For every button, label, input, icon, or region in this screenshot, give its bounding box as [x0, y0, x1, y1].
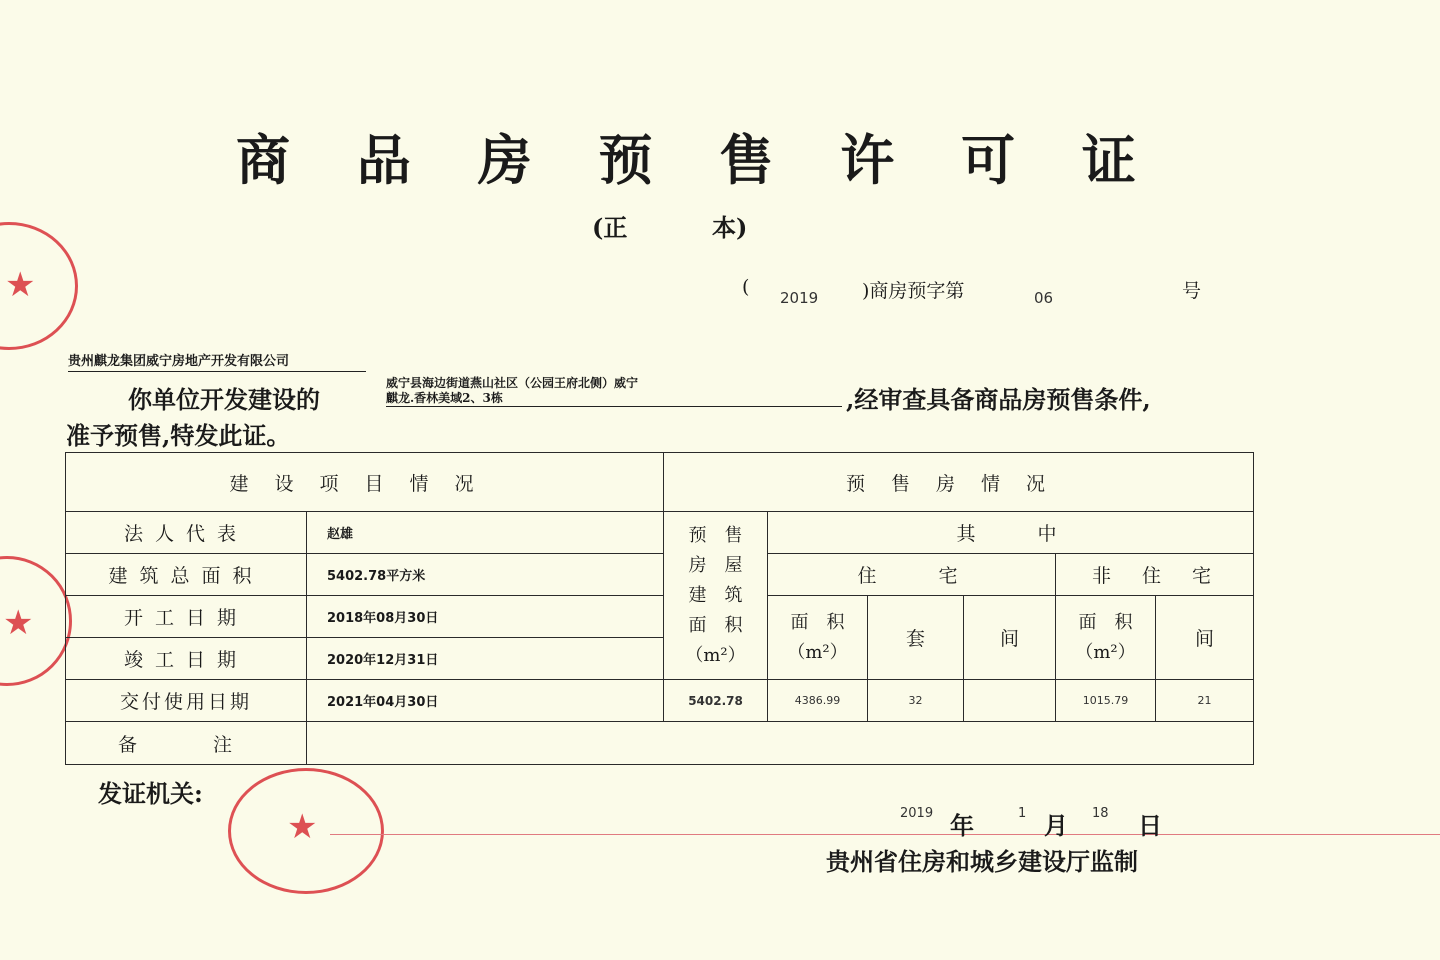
- among-label: 其 中: [768, 512, 1254, 554]
- delivery-date-label: 交付使用日期: [66, 680, 307, 722]
- title-char: 证: [1081, 128, 1136, 192]
- document-title: [236, 118, 1136, 192]
- start-date-value: 2018年08月30日: [307, 596, 664, 638]
- start-date-label: 开工日期: [66, 596, 307, 638]
- residential-area-value: 4386.99: [768, 680, 868, 722]
- subtitle-left: (正: [592, 213, 628, 242]
- legal-rep-value: 赵雄: [307, 512, 664, 554]
- area-label-line: 面 积: [790, 611, 845, 633]
- project-info-header: 建设项目情况: [66, 453, 664, 512]
- legal-rep-label: 法人代表: [66, 512, 307, 554]
- nonresidential-label: 非 住 宅: [1056, 554, 1254, 596]
- date-year-label: 年: [950, 811, 974, 840]
- permit-open: (: [742, 276, 750, 298]
- residential-rooms-label: 间: [964, 596, 1056, 680]
- statement-prefix: 你单位开发建设的: [128, 385, 320, 414]
- title-char: 售: [719, 128, 774, 192]
- permit-suffix: 号: [1182, 280, 1202, 302]
- presale-area-label-line: 建 筑: [688, 584, 743, 606]
- permit-middle: )商房预字第: [862, 280, 965, 302]
- title-char: 品: [356, 128, 411, 192]
- nonresidential-area-label: [1056, 596, 1156, 680]
- seal-stamp-top-left: [0, 222, 78, 350]
- title-char: 商: [236, 128, 290, 192]
- seal-stamp-middle-left: [0, 556, 72, 686]
- project-address-line1: 威宁县海边街道燕山社区（公园王府北侧）威宁: [386, 376, 639, 390]
- residential-label: 住 宅: [768, 554, 1056, 596]
- decorative-red-line: [330, 834, 1440, 835]
- supervisor-text: 贵州省住房和城乡建设厅监制: [826, 847, 1138, 876]
- title-char: 房: [477, 128, 532, 192]
- remarks-label: 备 注: [66, 722, 307, 765]
- star-icon: ★: [5, 265, 36, 305]
- date-month: 1: [1018, 806, 1027, 821]
- delivery-date-value: 2021年04月30日: [307, 680, 664, 722]
- presale-info-header: 预售房情况: [664, 453, 1254, 512]
- title-char: 许: [840, 128, 895, 192]
- remarks-value: [307, 722, 1254, 765]
- presale-area-label-line: 房 屋: [688, 554, 743, 576]
- total-area-value: 5402.78平方米: [307, 554, 664, 596]
- presale-area-label-line: 预 售: [688, 524, 743, 546]
- issuer-label: 发证机关:: [98, 779, 203, 808]
- presale-area-label-line: （m²）: [685, 644, 746, 666]
- date-month-label: 月: [1044, 811, 1068, 840]
- statement-line2: 准予预售,特发此证。: [66, 421, 291, 450]
- issuer-seal-stamp: [228, 768, 384, 894]
- title-char: 预: [598, 128, 653, 192]
- nonresidential-rooms-label: 间: [1156, 596, 1254, 680]
- completion-date-value: 2020年12月31日: [307, 638, 664, 680]
- statement-suffix: ,经审查具备商品房预售条件,: [846, 385, 1151, 414]
- date-year: 2019: [900, 806, 934, 821]
- date-day: 18: [1092, 806, 1109, 821]
- permit-number: 06: [1034, 289, 1054, 307]
- total-area-label: 建筑总面积: [66, 554, 307, 596]
- area-label-line: （m²）: [1075, 641, 1136, 663]
- nonresidential-rooms-value: 21: [1156, 680, 1254, 722]
- presale-area-label: [664, 512, 768, 680]
- permit-table: [65, 452, 1254, 765]
- star-icon: ★: [3, 603, 34, 643]
- residential-rooms-value: [964, 680, 1056, 722]
- nonresidential-area-value: 1015.79: [1056, 680, 1156, 722]
- area-label-line: 面 积: [1078, 611, 1133, 633]
- star-icon: ★: [287, 807, 318, 847]
- completion-date-label: 竣工日期: [66, 638, 307, 680]
- presale-total-area: 5402.78: [664, 680, 768, 722]
- date-day-label: 日: [1138, 811, 1162, 840]
- area-label-line: （m²）: [787, 641, 848, 663]
- residential-units-value: 32: [868, 680, 964, 722]
- subtitle-right: 本): [712, 213, 748, 242]
- permit-year: 2019: [780, 289, 819, 307]
- residential-units-label: 套: [868, 596, 964, 680]
- company-name: 贵州麒龙集团威宁房地产开发有限公司: [68, 350, 366, 372]
- project-address: [386, 376, 842, 407]
- title-char: 可: [961, 128, 1016, 192]
- residential-area-label: [768, 596, 868, 680]
- project-address-line2: 麒龙.香林美域2、3栋: [386, 391, 503, 405]
- presale-area-label-line: 面 积: [688, 614, 743, 636]
